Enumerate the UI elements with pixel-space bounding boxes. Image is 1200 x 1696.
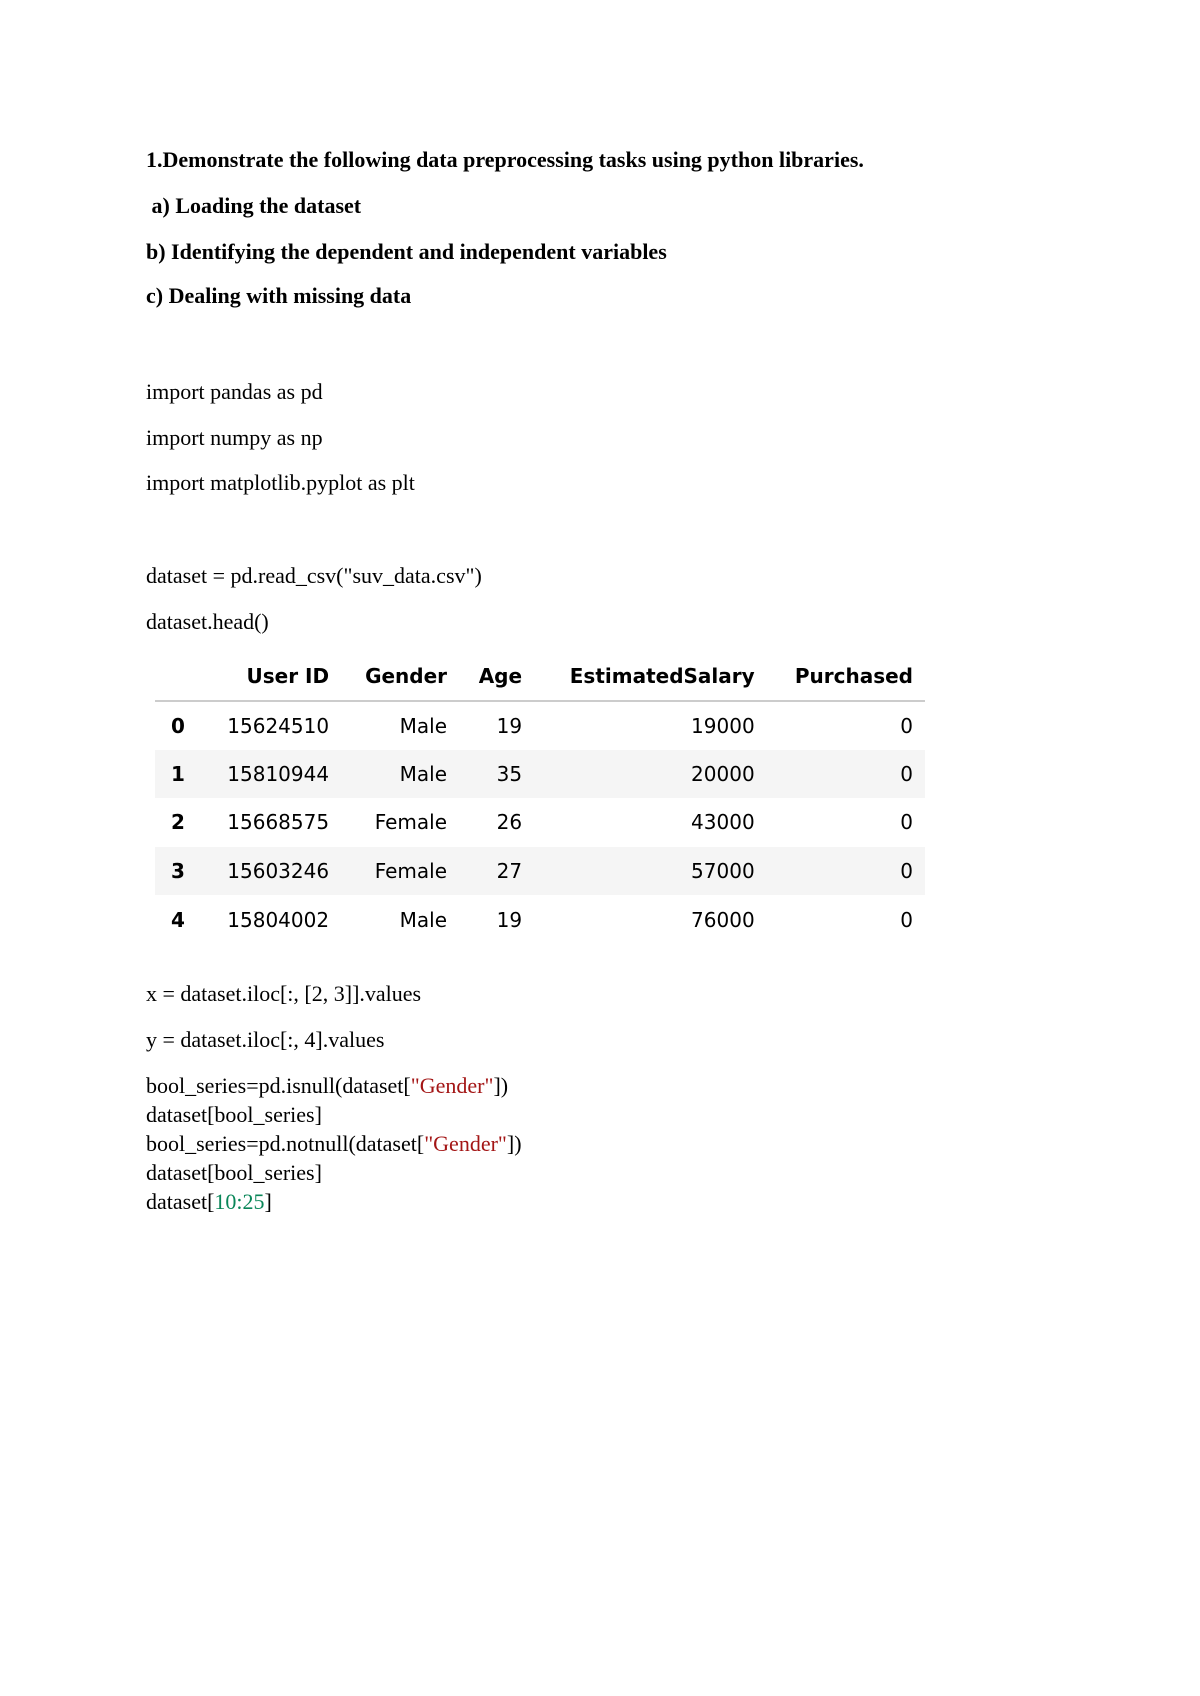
cell-gender: Female bbox=[374, 810, 448, 835]
code-notnull-suffix: ]) bbox=[506, 1131, 522, 1156]
code-y-assign: y = dataset.iloc[:, 4].values bbox=[146, 1027, 385, 1052]
code-isnull-prefix: bool_series=pd.isnull(dataset[ bbox=[146, 1073, 411, 1098]
cell-purchased: 0 bbox=[900, 713, 913, 738]
code-filter-2: dataset[bool_series] bbox=[146, 1160, 322, 1185]
column-header-age: Age bbox=[459, 652, 534, 701]
cell-estimated-salary: 20000 bbox=[691, 761, 755, 786]
cell-age: 27 bbox=[496, 859, 523, 884]
table-row bbox=[155, 847, 925, 896]
table-header-row bbox=[155, 652, 925, 701]
column-header-gender: Gender bbox=[341, 652, 459, 701]
code-filter-1: dataset[bool_series] bbox=[146, 1102, 322, 1127]
column-header-estimated-salary: EstimatedSalary bbox=[534, 652, 767, 701]
row-index: 2 bbox=[171, 810, 185, 835]
code-import-matplotlib: import matplotlib.pyplot as plt bbox=[146, 470, 415, 495]
cell-purchased: 0 bbox=[900, 907, 913, 932]
cell-user-id: 15810944 bbox=[227, 761, 330, 786]
cell-estimated-salary: 57000 bbox=[691, 859, 755, 884]
cell-gender: Male bbox=[399, 907, 448, 932]
row-index: 4 bbox=[171, 907, 185, 932]
cell-estimated-salary: 76000 bbox=[691, 907, 755, 932]
cell-user-id: 15624510 bbox=[227, 713, 330, 738]
task-b: b) Identifying the dependent and independent variables bbox=[146, 239, 667, 264]
cell-age: 26 bbox=[496, 810, 523, 835]
dataframe-output-table bbox=[155, 652, 925, 944]
code-x-assign: x = dataset.iloc[:, [2, 3]].values bbox=[146, 981, 422, 1006]
code-head: dataset.head() bbox=[146, 609, 269, 634]
row-index: 1 bbox=[171, 761, 185, 786]
cell-age: 19 bbox=[496, 907, 523, 932]
cell-gender: Female bbox=[374, 859, 448, 884]
code-isnull-line bbox=[146, 1072, 508, 1100]
code-notnull-line bbox=[146, 1130, 522, 1158]
code-notnull-prefix: bool_series=pd.notnull(dataset[ bbox=[146, 1131, 425, 1156]
cell-age: 19 bbox=[496, 713, 523, 738]
cell-gender: Male bbox=[399, 713, 448, 738]
code-isnull-string: "Gender" bbox=[410, 1073, 494, 1098]
cell-user-id: 15668575 bbox=[227, 810, 330, 835]
row-index: 3 bbox=[171, 859, 185, 884]
code-import-numpy: import numpy as np bbox=[146, 425, 323, 450]
cell-purchased: 0 bbox=[900, 810, 913, 835]
code-isnull-suffix: ]) bbox=[493, 1073, 509, 1098]
cell-purchased: 0 bbox=[900, 761, 913, 786]
question-title: 1.Demonstrate the following data preprocessing tasks using python libraries. bbox=[146, 147, 864, 172]
code-slice-prefix: dataset[ bbox=[146, 1189, 215, 1214]
code-read-csv: dataset = pd.read_csv("suv_data.csv") bbox=[146, 563, 482, 588]
column-header-user-id: User ID bbox=[201, 652, 341, 701]
table-row bbox=[155, 701, 925, 750]
cell-user-id: 15804002 bbox=[227, 907, 330, 932]
row-index: 0 bbox=[171, 713, 185, 738]
index-header bbox=[155, 652, 201, 701]
cell-user-id: 15603246 bbox=[227, 859, 330, 884]
task-a: a) Loading the dataset bbox=[146, 193, 362, 218]
cell-estimated-salary: 19000 bbox=[691, 713, 755, 738]
cell-gender: Male bbox=[399, 761, 448, 786]
table-row bbox=[155, 750, 925, 799]
table-row bbox=[155, 895, 925, 944]
code-notnull-string: "Gender" bbox=[424, 1131, 507, 1156]
code-slice-line bbox=[146, 1188, 272, 1216]
cell-age: 35 bbox=[496, 761, 523, 786]
table-row bbox=[155, 798, 925, 847]
cell-estimated-salary: 43000 bbox=[691, 810, 755, 835]
code-import-pandas: import pandas as pd bbox=[146, 379, 323, 404]
code-slice-numbers: 10:25 bbox=[214, 1189, 265, 1214]
cell-purchased: 0 bbox=[900, 859, 913, 884]
column-header-purchased: Purchased bbox=[767, 652, 925, 701]
task-c: c) Dealing with missing data bbox=[146, 283, 412, 308]
code-slice-suffix: ] bbox=[264, 1189, 272, 1214]
